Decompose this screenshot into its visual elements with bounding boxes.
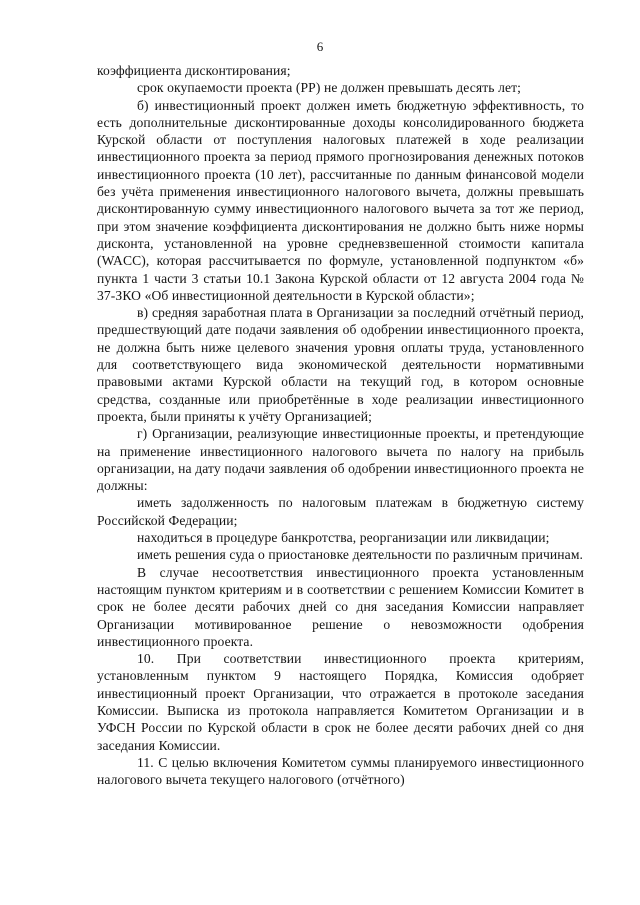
- paragraph-tax-debt: иметь задолженность по налоговым платежам в бюджетную систему Российской Федерации;: [97, 495, 584, 528]
- document-body: [97, 62, 584, 788]
- paragraph-payback-period: срок окупаемости проекта (PP) не должен превышать десять лет;: [137, 80, 522, 96]
- paragraph-budget-efficiency: б) инвестиционный проект должен иметь бюджетную эффективность, то есть дополнительные дисконтированные доходы консолидированного бюджета Курской области от поступления налоговых платежей в ходе реализации инвестиционного проекта за период прямого прогнозирования денежных потоков инвестиционного проекта (10 лет), рассчитанные по данным финансовой модели без учёта применения инвестиционного налогового вычета, должны превышать дисконтированную сумму инвестиционного налогового вычета за тот же период, при этом значение коэффициента дисконтирования не должно быть ниже нормы дисконта, установленной на уровне средневзвешенной стоимости капитала (WACC), которая рассчитывается по формуле, установленной подпунктом «б» пункта 1 части 3 статьи 10.1 Закона Курской области от 12 августа 2004 года № 37-ЗКО «Об инвестиционной деятельности в Курской области»;: [97, 97, 584, 303]
- paragraph-discount-coefficient: коэффициента дисконтирования;: [97, 63, 291, 78]
- paragraph-item-10: 10. При соответствии инвестиционного проекта критериям, установленным пунктом 9 настоящего Порядка, Комиссия одобряет инвестиционный проект Организации, что отражается в протоколе заседания Комиссии. Выписка из протокола направляется Комитетом Организации и в УФСН России по Курской области в срок не более десяти рабочих дней со дня заседания Комиссии.: [97, 651, 584, 753]
- paragraph-organizations-requirements: г) Организации, реализующие инвестиционные проекты, и претендующие на применение инвестиционного налогового вычета по налогу на прибыль организации, на дату подачи заявления об одобрении инвестиционного проекта не должны:: [97, 426, 584, 494]
- paragraph-item-11: 11. С целью включения Комитетом суммы планируемого инвестиционного налогового вычета текущего налогового (отчётного): [97, 754, 584, 788]
- paragraph-noncompliance: В случае несоответствия инвестиционного проекта установленным настоящим пунктом критериям и в соответствии с решением Комиссии Комитет в срок не более десяти рабочих дней со дня заседания Комиссии направляет Организации мотивированное решение о невозможности одобрения инвестиционного проекта.: [97, 564, 584, 649]
- page-number: 6: [316, 39, 324, 54]
- paragraph-court-decision: иметь решения суда о приостановке деятельности по различным причинам.: [137, 547, 584, 563]
- paragraph-bankruptcy: находиться в процедуре банкротства, реорганизации или ликвидации;: [137, 530, 550, 546]
- paragraph-average-salary: в) средняя заработная плата в Организации за последний отчётный период, предшествующий дате подачи заявления об одобрении инвестиционного проекта, не должна быть ниже целевого значения уровня оплаты труда, установленного для соответствующего вида экономической деятельности нормативными правовыми актами Курской области на текущий год, в котором основные средства, созданные или приобретённые в ходе реализации инвестиционного проекта, были приняты к учёту Организацией;: [97, 305, 584, 424]
